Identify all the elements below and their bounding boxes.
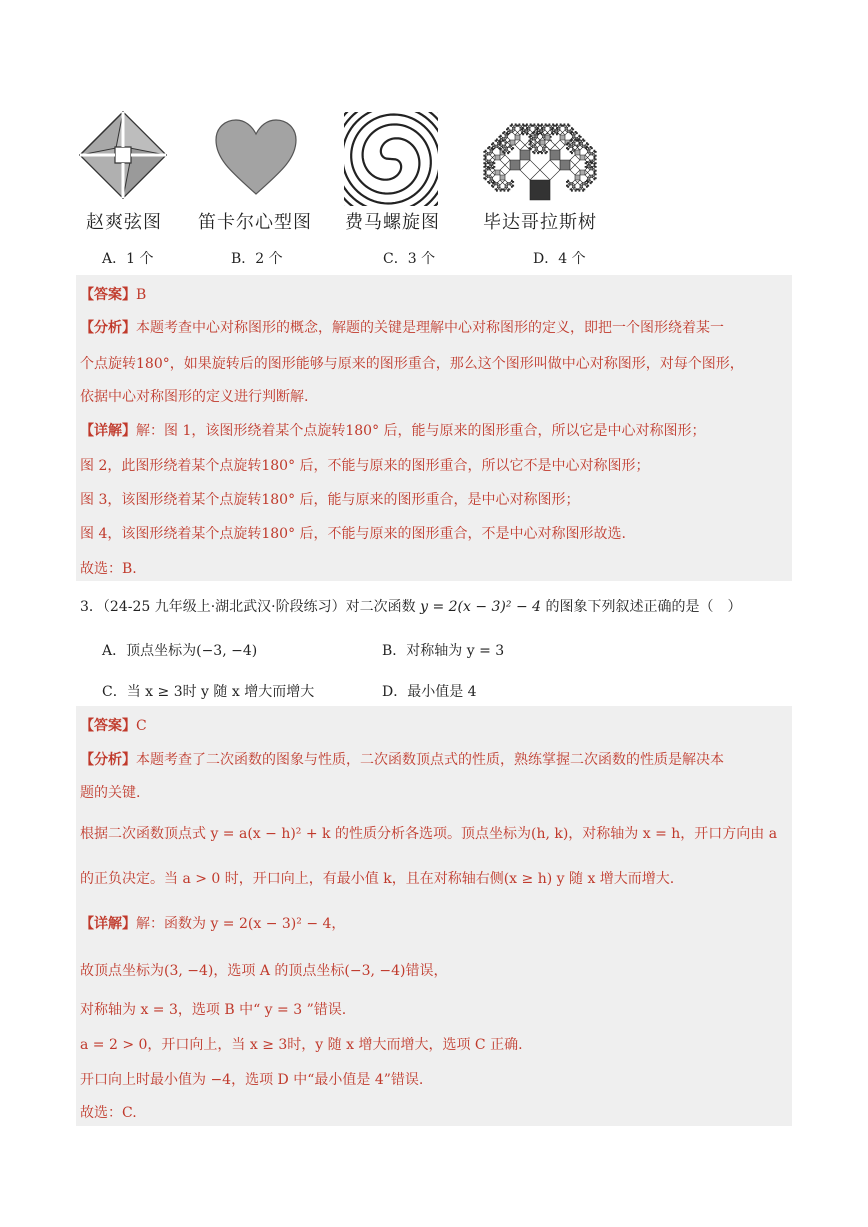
tree-square <box>488 181 489 182</box>
tree-square <box>494 163 495 164</box>
tree-square <box>541 124 542 125</box>
tree-square <box>564 125 567 128</box>
tree-square <box>590 183 591 184</box>
tree-square <box>571 188 574 191</box>
tree-square <box>489 148 492 151</box>
tree-square <box>569 125 570 126</box>
tree-square <box>490 178 493 181</box>
tree-square <box>571 150 574 153</box>
tree-square <box>588 150 591 153</box>
tree-square <box>485 161 488 164</box>
tree-square <box>558 128 561 131</box>
q2-analysis-line-1 <box>80 317 724 337</box>
tree-square <box>535 135 538 138</box>
tree-square <box>556 125 559 128</box>
tree-square <box>505 148 508 151</box>
q3-detail-line-5: 开口向上时最小值为 −4，选项 D 中“最小值是 4”错误. <box>80 1072 424 1088</box>
tree-square <box>543 148 546 151</box>
tree-square <box>508 190 509 191</box>
tree-square <box>568 181 571 184</box>
tree-square <box>503 145 506 148</box>
tree-square <box>503 138 506 141</box>
tree-square <box>514 125 517 128</box>
tree-square <box>500 190 501 191</box>
tree-square <box>499 188 502 191</box>
tree-square <box>545 153 546 154</box>
tree-square <box>538 153 539 154</box>
tree-square <box>500 165 510 175</box>
tree-square <box>583 183 586 186</box>
tree-square <box>593 169 596 172</box>
q2-option-b: B．2 个 <box>231 251 283 267</box>
tree-square <box>484 163 485 164</box>
detail-text: 解：函数为 y = 2(x − 3)² − 4， <box>136 916 346 932</box>
tree-square <box>508 128 509 129</box>
tree-square <box>549 124 550 125</box>
tree-square <box>513 128 516 131</box>
tree-square <box>589 180 592 183</box>
tree-square <box>495 155 500 160</box>
tree-square <box>583 190 584 191</box>
tree-square <box>499 140 500 141</box>
tree-square <box>529 148 530 149</box>
tree-square <box>508 129 511 132</box>
detail-tag: 【详解】 <box>80 916 136 932</box>
tree-square <box>593 174 596 177</box>
tree-square <box>519 125 522 128</box>
tree-square <box>485 154 488 157</box>
q3-answer-line <box>80 715 147 735</box>
q3-stem-suffix: 的图象下列叙述正确的是（ ） <box>545 599 742 615</box>
tree-square <box>526 125 529 128</box>
tree-square <box>484 155 485 156</box>
tree-square <box>591 148 592 149</box>
tree-square <box>576 133 577 134</box>
q2-option-c: C．3 个 <box>383 251 436 267</box>
tree-square <box>595 166 596 167</box>
tree-square <box>586 146 587 147</box>
figure-caption-1: 赵爽弦图 <box>86 212 162 233</box>
tree-square <box>571 139 572 140</box>
tree-square <box>595 159 596 160</box>
tree-square <box>575 190 576 191</box>
tree-square <box>540 130 543 133</box>
fermat-spiral-figure <box>344 112 438 206</box>
tree-square <box>581 188 584 191</box>
tree-square <box>590 175 593 178</box>
tree-square <box>571 131 572 132</box>
pythagoras-tree-figure <box>474 108 606 202</box>
tree-square <box>585 153 590 158</box>
tree-square <box>536 125 539 128</box>
tree-square <box>593 161 596 164</box>
tree-square <box>580 143 583 146</box>
tree-square <box>580 136 581 137</box>
tree-square <box>568 130 571 133</box>
q3-analysis-line-4: 的正负决定。当 a > 0 时，开口向上，有最小值 k，且在对称轴右侧(x ≥ h) y 随 x 增大而增大. <box>80 871 675 887</box>
tree-square <box>523 128 524 129</box>
figure-caption-3: 费马螺旋图 <box>345 212 440 233</box>
q3-analysis-line-3: 根据二次函数顶点式 y = a(x − h)² + k 的性质分析各选项。顶点坐标为(h, k)，对称轴为 x = h，开口方向由 a <box>80 826 778 842</box>
tree-square <box>489 146 490 147</box>
tree-square <box>493 168 494 169</box>
tree-square <box>559 125 562 128</box>
tree-square <box>504 131 505 132</box>
figure-caption-2: 笛卡尔心型图 <box>198 212 312 233</box>
tree-square <box>495 183 498 186</box>
tree-square <box>485 174 488 177</box>
tree-square <box>493 143 494 144</box>
tree-square <box>490 163 493 166</box>
q3-detail-line-3: 对称轴为 x = 3，选项 B 中“ y = 3 ”错误. <box>80 1002 347 1018</box>
tree-square <box>521 133 522 134</box>
tree-square <box>555 140 565 150</box>
tree-square <box>506 150 509 153</box>
tree-square <box>536 150 539 153</box>
tree-square <box>495 189 496 190</box>
tree-square <box>593 154 596 157</box>
tree-square <box>544 125 547 128</box>
tree-square <box>490 158 495 163</box>
tree-square <box>543 135 546 138</box>
tree-square <box>588 181 589 182</box>
tree-square <box>491 148 492 149</box>
tree-square <box>488 160 491 163</box>
tree-square <box>530 135 531 136</box>
tree-square <box>590 153 593 156</box>
tree-square <box>588 144 589 145</box>
answer-tag: 【答案】 <box>80 287 136 303</box>
tree-square <box>511 124 512 125</box>
tree-square <box>570 165 580 175</box>
tree-square <box>568 143 569 144</box>
tree-square <box>534 150 537 153</box>
tree-square <box>573 185 576 188</box>
q3-analysis-line-1 <box>80 749 724 769</box>
tree-square <box>533 151 534 152</box>
tree-square <box>510 184 513 187</box>
tree-square <box>538 128 539 129</box>
tree-square <box>491 185 492 186</box>
q3-option-c: C．当 x ≥ 3时 y 随 x 增大而增大 <box>102 684 315 700</box>
tree-square <box>595 151 596 152</box>
tree-square <box>488 153 491 156</box>
tree-square <box>573 129 574 130</box>
tree-square <box>594 179 595 180</box>
tree-square <box>495 170 500 175</box>
tree-square <box>568 146 571 149</box>
tree-square <box>570 183 573 186</box>
tree-square <box>534 125 537 128</box>
tree-square <box>541 125 544 128</box>
tree-square <box>568 184 571 187</box>
tree-square <box>570 129 573 132</box>
tree-square <box>498 185 501 188</box>
tree-square <box>581 140 584 143</box>
tree-square <box>498 180 503 185</box>
q3-conclusion: 故选：C. <box>80 1105 137 1121</box>
tree-square <box>515 140 525 150</box>
tree-square <box>593 151 596 154</box>
tree-square <box>560 135 565 140</box>
tree-square <box>593 176 596 179</box>
q2-detail-line-1 <box>80 420 706 440</box>
analysis-tag: 【分析】 <box>80 752 136 768</box>
tree-square <box>526 134 527 135</box>
tree-square <box>510 181 513 184</box>
tree-square <box>490 173 495 178</box>
tree-square <box>530 180 550 200</box>
tree-square <box>489 180 492 183</box>
tree-square <box>579 139 580 140</box>
tree-square <box>570 189 571 190</box>
tree-square <box>500 155 510 165</box>
tree-square <box>585 184 588 187</box>
tree-square <box>508 183 511 186</box>
tree-square <box>580 185 583 188</box>
detail-tag: 【详解】 <box>80 423 136 439</box>
tree-square <box>510 130 513 133</box>
tree-square <box>496 140 499 143</box>
tree-square <box>511 125 514 128</box>
q3-option-d: D．最小值是 4 <box>382 684 477 700</box>
tree-square <box>551 125 554 128</box>
tree-square <box>555 130 558 133</box>
tree-square <box>573 135 576 138</box>
tree-square <box>595 174 596 175</box>
tree-square <box>485 159 488 162</box>
q3-option-a: A．顶点坐标为(−3, −4) <box>102 643 258 659</box>
tree-square <box>591 163 592 164</box>
tree-square <box>565 128 568 131</box>
q2-detail-line-3: 图 3，该图形绕着某个点旋转180° 后，能与原来的图形重合，是中心对称图形； <box>80 492 580 508</box>
tree-square <box>563 130 568 135</box>
tree-square <box>584 140 585 141</box>
tree-square <box>580 155 585 160</box>
tree-square <box>519 124 520 125</box>
analysis-text: 本题考查中心对称图形的概念，解题的关键是理解中心对称图形的定义，即把一个图形绕着某一 <box>136 320 724 336</box>
tree-square <box>593 159 596 162</box>
q2-analysis-line-2: 个点旋转180°，如果旋转后的图形能够与原来的图形重合，那么这个图形叫做中心对称图形，对每个图形， <box>80 356 744 372</box>
tree-square <box>485 166 488 169</box>
tree-square <box>529 140 530 141</box>
tree-square <box>500 175 505 180</box>
tree-square <box>534 131 535 132</box>
tree-square <box>566 148 567 149</box>
tree-square <box>585 168 590 173</box>
tree-square <box>508 153 509 154</box>
tree-square <box>496 188 499 191</box>
tree-square <box>544 150 547 153</box>
tree-square <box>574 188 577 191</box>
tree-square <box>540 160 560 180</box>
tree-square <box>580 170 585 175</box>
tree-square <box>553 128 554 129</box>
tree-square <box>556 134 557 135</box>
tree-square <box>573 143 576 146</box>
tree-square <box>574 133 577 136</box>
answer-tag: 【答案】 <box>80 718 136 734</box>
tree-square <box>505 185 508 188</box>
tree-square <box>585 166 586 167</box>
tree-square <box>533 145 536 148</box>
tree-square <box>566 185 567 186</box>
tree-square <box>528 130 533 135</box>
tree-square <box>511 186 512 187</box>
tree-square <box>588 165 591 168</box>
tree-square <box>541 150 544 153</box>
analysis-text: 本题考查了二次函数的图象与性质，二次函数顶点式的性质，熟练掌握二次函数的性质是解决本 <box>136 752 724 768</box>
q3-detail-line-2: 故顶点坐标为(3, −4)，选项 A 的顶点坐标(−3, −4)错误， <box>80 963 448 979</box>
tree-square <box>543 128 546 131</box>
q2-option-a: A．1 个 <box>102 251 154 267</box>
tree-square <box>515 135 520 140</box>
tree-square <box>499 148 500 149</box>
tree-square <box>568 180 569 181</box>
tree-square <box>551 133 552 134</box>
tree-square <box>540 140 545 145</box>
q2-conclusion: 故选：B. <box>80 561 137 577</box>
q3-detail-line-4: a = 2 > 0，开口向上，当 x ≥ 3时，y 随 x 增大而增大，选项 C 正确. <box>80 1037 523 1053</box>
tree-square <box>500 136 503 139</box>
tree-square <box>566 125 569 128</box>
q3-option-b: B．对称轴为 y = 3 <box>382 643 505 659</box>
q3-stem-formula: y = 2(x − 3)² − 4 <box>420 599 542 615</box>
detail-text: 解：图 1，该图形绕着某个点旋转180° 后，能与原来的图形重合，所以它是中心对称图形； <box>136 423 706 439</box>
q3-detail-line-1 <box>80 913 345 933</box>
tree-square <box>586 186 587 187</box>
tree-square <box>583 145 586 148</box>
tree-square <box>513 181 514 182</box>
q3-stem <box>80 596 742 616</box>
tree-square <box>521 125 524 128</box>
tree-square <box>556 124 557 125</box>
tree-square <box>490 150 493 153</box>
tree-square <box>570 145 573 148</box>
tree-square <box>536 133 537 134</box>
tree-square <box>560 160 570 170</box>
tree-square <box>485 150 486 151</box>
tree-square <box>485 151 488 154</box>
tree-square <box>488 166 489 167</box>
tree-square <box>578 180 583 185</box>
tree-square <box>484 178 485 179</box>
tree-square <box>585 173 590 178</box>
tree-square <box>526 124 527 125</box>
tree-square <box>520 160 540 180</box>
tree-square <box>493 144 496 147</box>
q2-detail-line-4: 图 4，该图形绕着某个点旋转180° 后，不能与原来的图形重合，不是中心对称图形故选. <box>80 526 626 542</box>
tree-square <box>493 184 496 187</box>
tree-square <box>520 150 530 160</box>
tree-square <box>496 139 497 140</box>
tree-square <box>493 183 494 184</box>
tree-square <box>506 133 507 134</box>
tree-square <box>500 135 501 136</box>
tree-square <box>588 178 591 181</box>
tree-square <box>575 150 580 155</box>
tree-square <box>485 176 488 179</box>
tree-square <box>575 175 580 180</box>
tree-square <box>550 150 560 160</box>
tree-square <box>504 133 507 136</box>
tree-square <box>579 188 582 191</box>
answer-value: B <box>136 287 147 303</box>
tree-square <box>488 175 491 178</box>
tree-square <box>573 180 578 185</box>
tree-square <box>558 130 563 135</box>
q2-analysis-line-3: 依据中心对称图形的定义进行判断解. <box>80 389 309 405</box>
analysis-tag: 【分析】 <box>80 320 136 336</box>
zhao-shuang-figure <box>78 110 168 200</box>
tree-square <box>504 188 507 191</box>
tree-square <box>578 136 581 139</box>
heart-figure <box>214 118 298 196</box>
tree-square <box>490 153 495 158</box>
tree-square <box>549 125 552 128</box>
tree-square <box>510 140 515 145</box>
tree-square <box>505 135 508 138</box>
q2-detail-line-2: 图 2，此图形绕着某个点旋转180° 后，不能与原来的图形重合，所以它不是中心对称图形； <box>80 458 650 474</box>
tree-square <box>503 151 504 152</box>
tree-square <box>570 155 580 165</box>
tree-square <box>590 168 593 171</box>
tree-square <box>506 188 509 191</box>
q2-answer-line <box>80 284 146 304</box>
tree-square <box>485 169 488 172</box>
tree-square <box>564 124 565 125</box>
q2-option-d: D．4 个 <box>533 251 586 267</box>
tree-square <box>529 125 532 128</box>
tree-square <box>545 135 550 140</box>
figure-caption-4: 毕达哥拉斯树 <box>483 212 597 233</box>
tree-square <box>585 144 588 147</box>
tree-square <box>534 124 535 125</box>
tree-square <box>535 148 538 151</box>
tree-square <box>593 166 596 169</box>
q3-stem-prefix: 3．（24-25 九年级上·湖北武汉·阶段练习）对二次函数 <box>80 599 416 615</box>
tree-square <box>484 170 485 171</box>
tree-square <box>511 149 512 150</box>
tree-square <box>495 145 498 148</box>
tree-square <box>533 138 536 141</box>
tree-square <box>570 151 571 152</box>
tree-square <box>525 130 528 133</box>
tree-square <box>503 180 508 185</box>
tree-square <box>545 140 555 150</box>
tree-square <box>589 148 592 151</box>
answer-value: C <box>136 718 147 734</box>
tree-square <box>528 128 531 131</box>
tree-square <box>510 160 520 170</box>
tree-square <box>510 146 513 149</box>
tree-square <box>586 161 587 162</box>
tree-square <box>513 130 518 135</box>
q3-analysis-line-2: 题的关键. <box>80 785 141 801</box>
